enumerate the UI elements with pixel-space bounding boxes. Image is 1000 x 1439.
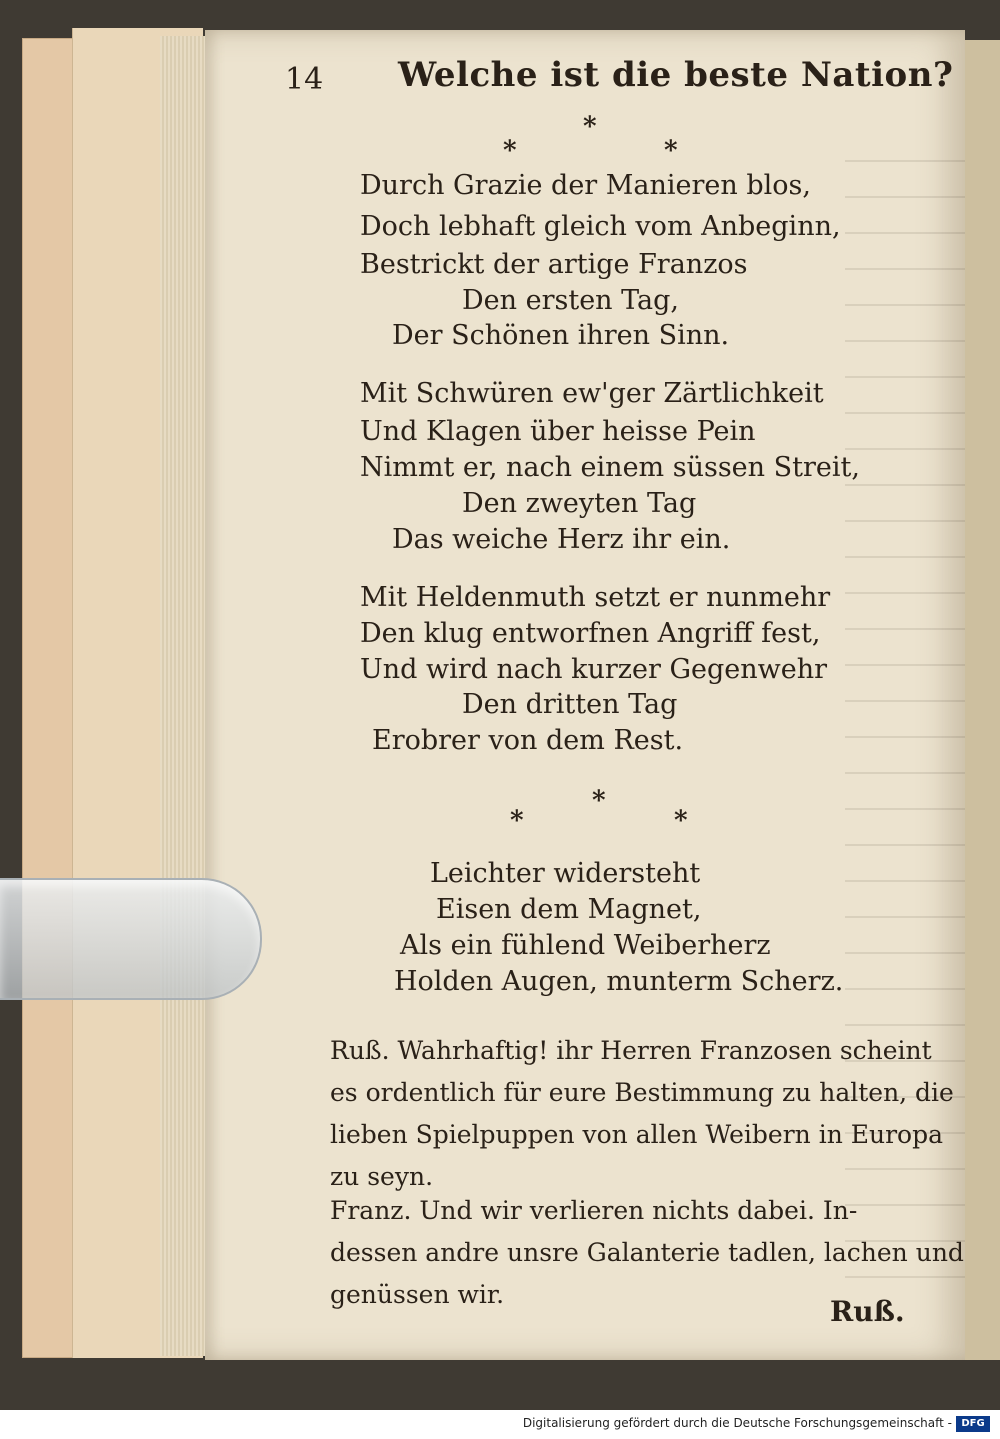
prose-line: Franz. Und wir verlieren nichts dabei. In-: [330, 1196, 858, 1225]
verse-line: Den klug entworfnen Angriff fest,: [360, 618, 821, 649]
prose-line: lieben Spielpuppen von allen Weibern in Europa: [330, 1120, 944, 1149]
prose-line: Ruß. Wahrhaftig! ihr Herren Franzosen scheint: [330, 1036, 932, 1065]
verse-line: Nimmt er, nach einem süssen Streit,: [360, 452, 860, 483]
asterisk-ornament: *: [510, 806, 524, 836]
verse-line: Mit Heldenmuth setzt er nunmehr: [360, 582, 831, 613]
verse-line: Doch lebhaft gleich vom Anbeginn,: [360, 211, 841, 242]
verse-line: Bestrickt der artige Franzos: [360, 249, 748, 280]
running-head: Welche ist die beste Nation?: [398, 55, 954, 95]
verse-line: Den zweyten Tag: [462, 488, 697, 519]
verse-line: Den ersten Tag,: [462, 285, 680, 316]
verse-line: Eisen dem Magnet,: [436, 894, 702, 925]
asterisk-ornament: *: [592, 786, 606, 816]
prose-line: dessen andre unsre Galanterie tadlen, lachen und: [330, 1238, 964, 1267]
verse-line: Erobrer von dem Rest.: [372, 725, 684, 756]
next-page-edge: [965, 40, 1000, 1360]
page-number: 14: [285, 62, 324, 97]
dfg-logo: DFG: [956, 1416, 990, 1432]
verse-line: Den dritten Tag: [462, 689, 678, 720]
asterisk-ornament: *: [583, 112, 597, 142]
asterisk-ornament: *: [674, 806, 688, 836]
footer-bar: [0, 1410, 1000, 1439]
dialogue-paragraph: [330, 1030, 954, 1198]
verse-line: Holden Augen, munterm Scherz.: [394, 966, 844, 997]
verse-line: Mit Schwüren ew'ger Zärtlichkeit: [360, 378, 824, 409]
footer-credit: Digitalisierung gefördert durch die Deutsche Forschungsgemeinschaft -: [522, 1416, 952, 1430]
verse-line: Der Schönen ihren Sinn.: [392, 320, 730, 351]
prose-line: genüssen wir.: [330, 1280, 505, 1309]
verse-line: Als ein fühlend Weiberherz: [400, 930, 771, 961]
verse-line: Das weiche Herz ihr ein.: [392, 524, 731, 555]
prose-line: zu seyn.: [330, 1162, 434, 1191]
prose-line: es ordentlich für eure Bestimmung zu halten, die: [330, 1078, 954, 1107]
verse-line: Und Klagen über heisse Pein: [360, 416, 756, 447]
verse-line: Leichter widersteht: [430, 858, 701, 889]
catchword: Ruß.: [830, 1295, 905, 1328]
verse-line: Und wird nach kurzer Gegenwehr: [360, 654, 828, 685]
glass-page-holder: [0, 878, 262, 1000]
asterisk-ornament: *: [503, 136, 517, 166]
asterisk-ornament: *: [664, 136, 678, 166]
verse-line: Durch Grazie der Manieren blos,: [360, 170, 811, 201]
